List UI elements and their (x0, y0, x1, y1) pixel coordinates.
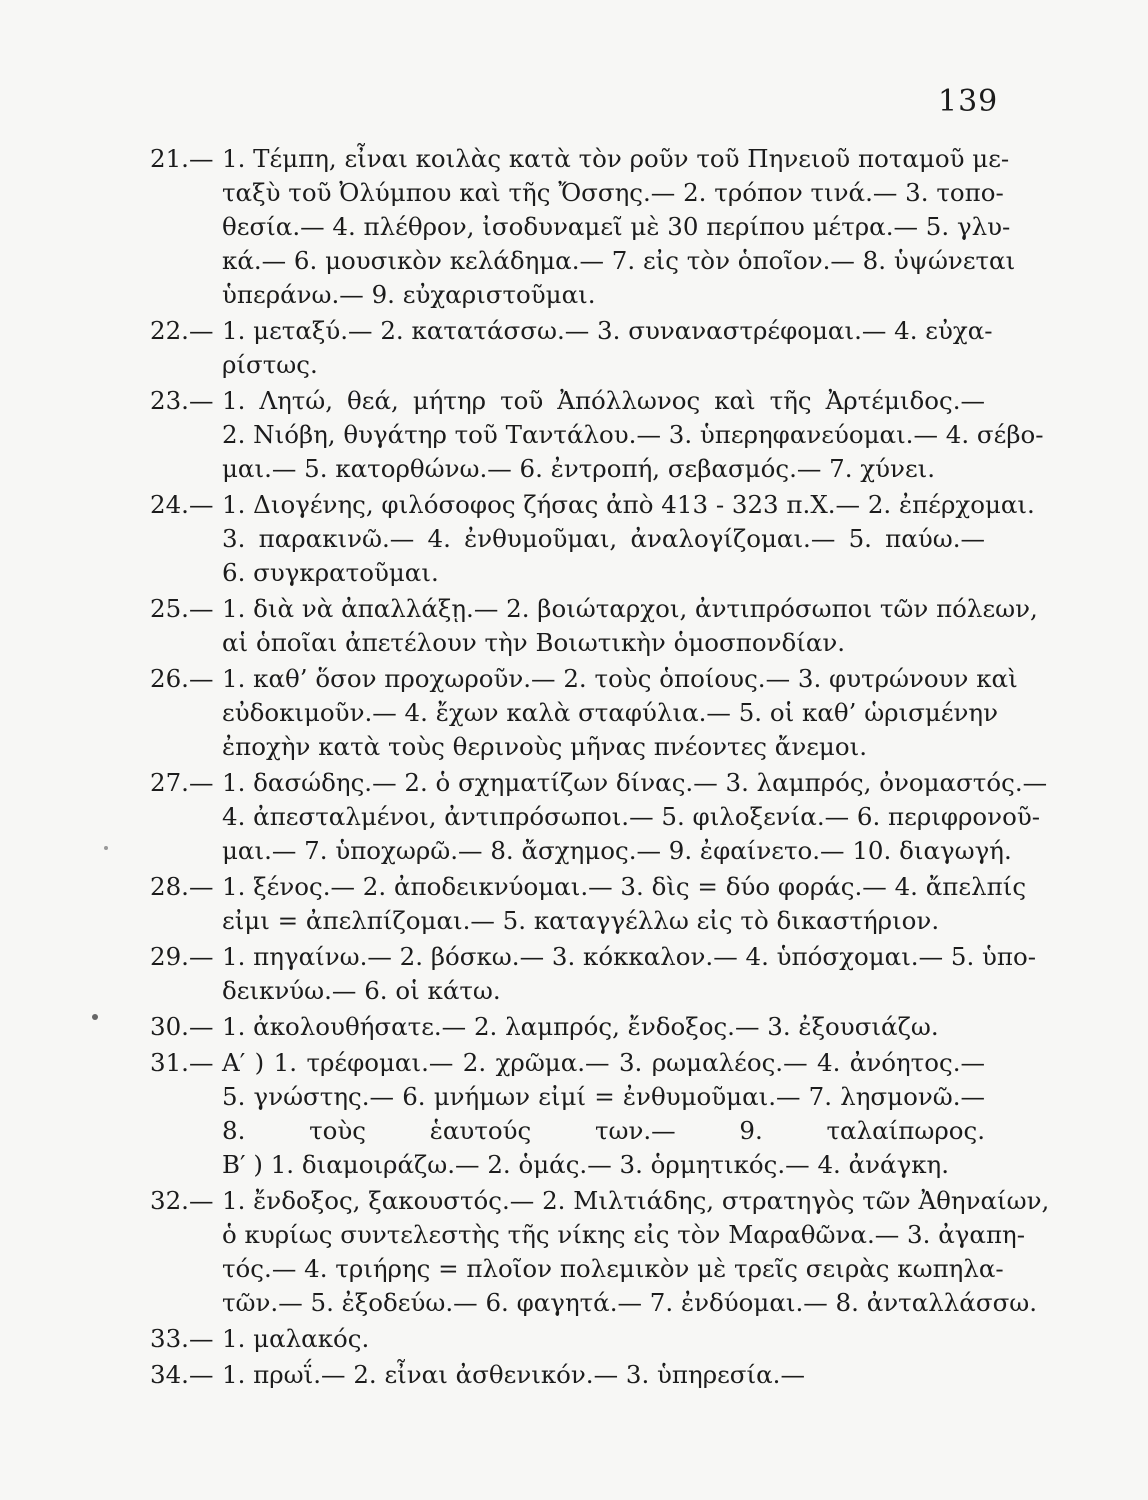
entry-line: 1. ἀκολουθήσατε.— 2. λαμπρός, ἔνδοξος.— 3. ἐξουσιάζω. (222, 1012, 939, 1041)
entry-number: 25.— (150, 594, 214, 623)
entry-line: 5. γνώστης.— 6. μνήμων εἰμί = ἐνθυμοῦμαι.— 7. λησμονῶ.— (222, 1082, 985, 1111)
glossary-entry (150, 1011, 985, 1042)
glossary-entry (150, 1359, 985, 1390)
margin-dot-mark (104, 846, 108, 850)
entry-line: τῶν.— 5. ἐξοδεύω.— 6. φαγητά.— 7. ἐνδύομαι.— 8. ἀνταλλάσσω. (222, 1288, 1038, 1317)
entry-line: θεσία.— 4. πλέθρον, ἰσοδυναμεῖ μὲ 30 περίπου μέτρα.— 5. γλυ- (222, 212, 1011, 241)
glossary-entry (150, 941, 1037, 1006)
entry-line: ὑπεράνω.— 9. εὐχαριστοῦμαι. (222, 280, 596, 309)
entry-line: 1. δασώδης.— 2. ὁ σχηματίζων δίνας.— 3. λαμπρός, ὀνομαστός.— (222, 768, 1048, 797)
page-number: 139 (938, 84, 999, 119)
entry-line: τός.— 4. τριήρης = πλοῖον πολεμικὸν μὲ τρεῖς σειρὰς κωπηλα- (222, 1254, 1004, 1283)
entry-number: 31.— (150, 1048, 214, 1077)
entry-line: ὁ κυρίως συντελεστὴς τῆς νίκης εἰς τὸν Μαραθῶνα.— 3. ἀγαπη- (222, 1220, 1025, 1249)
entry-line: αἱ ὁποῖαι ἀπετέλουν τὴν Βοιωτικὴν ὁμοσπονδίαν. (222, 628, 846, 657)
entry-number: 27.— (150, 768, 214, 797)
glossary-entry (150, 1047, 985, 1180)
entry-number: 22.— (150, 316, 214, 345)
glossary-entry (150, 1185, 1050, 1318)
glossary-entries (150, 143, 1050, 1395)
glossary-entry (150, 315, 993, 380)
entry-line: 1. Διογένης, φιλόσοφος ζήσας ἀπὸ 413 - 323 π.Χ.— 2. ἐπέρχομαι. (222, 490, 1035, 519)
entry-line: Α′ ) 1. τρέφομαι.— 2. χρῶμα.— 3. ρωμαλέος.— 4. ἀνόητος.— (222, 1048, 985, 1077)
entry-line: 6. συγκρατοῦμαι. (222, 558, 439, 587)
glossary-entry (150, 143, 1016, 310)
entry-line: 3. παρακινῶ.— 4. ἐνθυμοῦμαι, ἀναλογίζομαι.— 5. παύω.— (222, 524, 985, 553)
entry-line: 1. πρωΐ.— 2. εἶναι ἀσθενικόν.— 3. ὑπηρεσία.— (222, 1360, 805, 1389)
entry-line: Β′ ) 1. διαμοιράζω.— 2. ὁμάς.— 3. ὁρμητικός.— 4. ἀνάγκη. (222, 1150, 950, 1179)
glossary-entry (150, 663, 1018, 762)
entry-line: εὐδοκιμοῦν.— 4. ἔχων καλὰ σταφύλια.— 5. οἱ καθ’ ὡρισμένην (222, 698, 998, 727)
entry-line: 1. ξένος.— 2. ἀποδεικνύομαι.— 3. δὶς = δύο φοράς.— 4. ἄπελπίς (222, 872, 1027, 901)
entry-line: ρίστως. (222, 350, 318, 379)
entry-line: εἰμι = ἀπελπίζομαι.— 5. καταγγέλλω εἰς τὸ δικαστήριον. (222, 906, 940, 935)
entry-line: 1. πηγαίνω.— 2. βόσκω.— 3. κόκκαλον.— 4. ὑπόσχομαι.— 5. ὑπο- (222, 942, 1037, 971)
entry-line: δεικνύω.— 6. οἱ κάτω. (222, 976, 501, 1005)
entry-number: 26.— (150, 664, 214, 693)
entry-line: 1. Τέμπη, εἶναι κοιλὰς κατὰ τὸν ροῦν τοῦ Πηνειοῦ ποταμοῦ με- (222, 144, 1010, 173)
glossary-entry (150, 1323, 985, 1354)
entry-line: ἐποχὴν κατὰ τοὺς θερινοὺς μῆνας πνέοντες ἄνεμοι. (222, 732, 867, 761)
entry-line: 8. τοὺς ἑαυτούς των.— 9. ταλαίπωρος. (222, 1116, 985, 1145)
entry-number: 29.— (150, 942, 214, 971)
entry-line: 1. μαλακός. (222, 1324, 370, 1353)
entry-line: 1. Λητώ, θεά, μήτηρ τοῦ Ἀπόλλωνος καὶ τῆς Ἀρτέμιδος.— (222, 386, 985, 415)
entry-line: 1. μεταξύ.— 2. κατατάσσω.— 3. συναναστρέφομαι.— 4. εὐχα- (222, 316, 993, 345)
entry-number: 24.— (150, 490, 214, 519)
glossary-entry (150, 489, 1035, 588)
entry-line: 4. ἀπεσταλμένοι, ἀντιπρόσωποι.— 5. φιλοξενία.— 6. περιφρονοῦ- (222, 802, 1040, 831)
entry-number: 23.— (150, 386, 214, 415)
entry-line: μαι.— 7. ὑποχωρῶ.— 8. ἄσχημος.— 9. ἐφαίνετο.— 10. διαγωγή. (222, 836, 1012, 865)
glossary-entry (150, 871, 1027, 936)
entry-line: κά.— 6. μουσικὸν κελάδημα.— 7. εἰς τὸν ὁποῖον.— 8. ὑψώνεται (222, 246, 1016, 275)
entry-number: 33.— (150, 1324, 214, 1353)
entry-number: 28.— (150, 872, 214, 901)
entry-line: 2. Νιόβη, θυγάτηρ τοῦ Ταντάλου.— 3. ὑπερηφανεύομαι.— 4. σέβο- (222, 420, 1044, 449)
entry-number: 34.— (150, 1360, 214, 1389)
entry-line: 1. καθ’ ὅσον προχωροῦν.— 2. τοὺς ὁποίους.— 3. φυτρώνουν καὶ (222, 664, 1018, 693)
glossary-entry (150, 767, 1048, 866)
glossary-entry (150, 385, 1044, 484)
entry-line: μαι.— 5. κατορθώνω.— 6. ἐντροπή, σεβασμός.— 7. χύνει. (222, 454, 936, 483)
entry-line: ταξὺ τοῦ Ὀλύμπου καὶ τῆς Ὄσσης.— 2. τρόπον τινά.— 3. τοπο- (222, 178, 1004, 207)
entry-number: 32.— (150, 1186, 214, 1215)
glossary-entry (150, 593, 1038, 658)
entry-line: 1. ἔνδοξος, ξακουστός.— 2. Μιλτιάδης, στρατηγὸς τῶν Ἀθηναίων, (222, 1186, 1050, 1215)
entry-number: 30.— (150, 1012, 214, 1041)
margin-dot-mark (92, 1014, 98, 1020)
entry-line: 1. διὰ νὰ ἀπαλλάξῃ.— 2. βοιώταρχοι, ἀντιπρόσωποι τῶν πόλεων, (222, 594, 1038, 623)
entry-number: 21.— (150, 144, 214, 173)
